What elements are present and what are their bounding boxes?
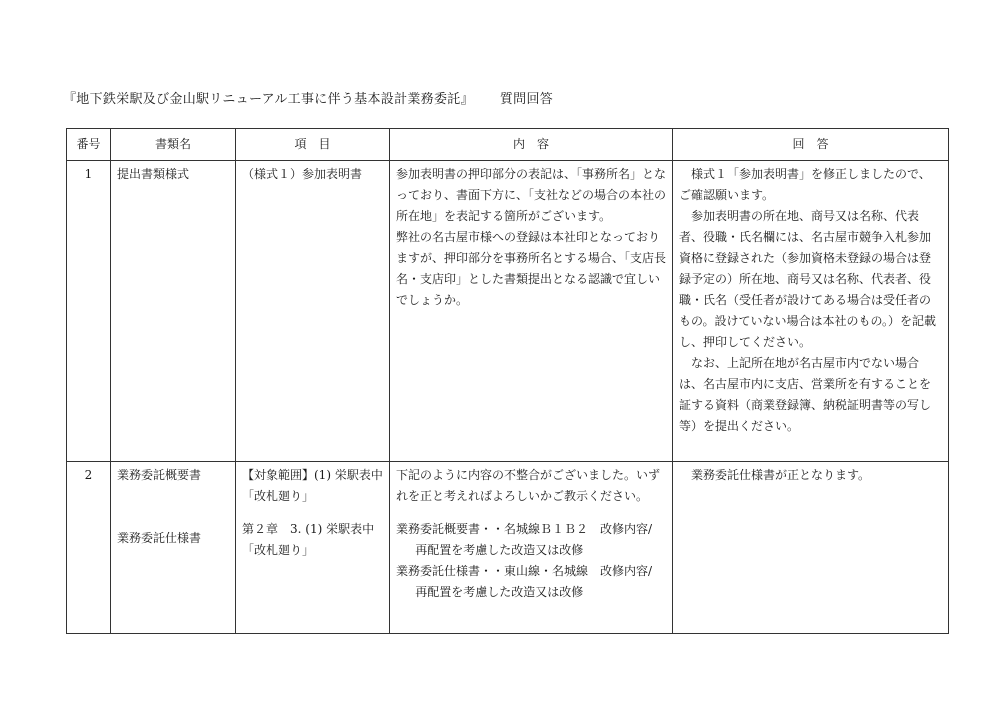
- document-title: [63, 88, 553, 107]
- row-doc: [111, 462, 236, 634]
- header-doc: 書類名: [111, 129, 236, 161]
- qa-table: [66, 128, 949, 634]
- title-suffix: 質問回答: [499, 92, 554, 107]
- header-answer: 回 答: [673, 129, 949, 161]
- answer-paragraph: 参加表明書の所在地、商号又は名称、代表者、役職・氏名欄には、名古屋市競争入札参加資格に登録された（参加資格未登録の場合は登録予定の）所在地、商号又は名称、代表者、役職・氏名（受任者が設けてある場合は受任者のもの。設けていない場合は本社のもの。）を記載し、押印してください。: [679, 209, 937, 349]
- table-row: [67, 161, 949, 462]
- answer-paragraph: 業務委託仕様書が正となります。: [691, 468, 871, 482]
- answer-paragraph: 様式１「参加表明書」を修正しましたので、ご確認願います。: [679, 167, 931, 202]
- header-content: 内 容: [390, 129, 673, 161]
- content-line: 再配置を考慮した改造又は改修: [415, 543, 584, 557]
- content-line: 業務委託概要書・・名城線Ｂ１Ｂ２ 改修内容/: [396, 522, 653, 536]
- item-text: 【対象範囲】(1) 栄駅表中「改札廻り」: [242, 468, 383, 503]
- row-item: [236, 462, 390, 634]
- header-item: 項 目: [236, 129, 390, 161]
- doc-name: 業務委託概要書: [117, 468, 202, 482]
- header-no: 番号: [67, 129, 111, 161]
- row-answer: [673, 462, 949, 634]
- row-content: [390, 161, 673, 462]
- content-paragraph: 下記のように内容の不整合がございました。いずれを正と考えればよろしいかご教示ください。: [396, 468, 661, 503]
- content-line: 再配置を考慮した改造又は改修: [415, 585, 584, 599]
- row-no: 1: [67, 161, 111, 462]
- table-row: [67, 462, 949, 634]
- title-main: 『地下鉄栄駅及び金山駅リニューアル工事に伴う基本設計業務委託』: [63, 92, 474, 107]
- row-no: 2: [67, 462, 111, 634]
- row-item: （様式１）参加表明書: [236, 161, 390, 462]
- item-text: 第２章 3. (1) 栄駅表中「改札廻り」: [242, 522, 375, 557]
- doc-name: 業務委託仕様書: [117, 531, 202, 545]
- row-answer: [673, 161, 949, 462]
- row-doc: 提出書類様式: [111, 161, 236, 462]
- answer-paragraph: なお、上記所在地が名古屋市内でない場合は、名古屋市内に支店、営業所を有することを証する資料（商業登録簿、納税証明書等の写し等）を提出ください。: [679, 356, 932, 433]
- content-paragraph: 参加表明書の押印部分の表記は、「事務所名」となっており、書面下方に、「支社などの場合の本社の所在地」を表記する箇所がございます。: [396, 167, 667, 223]
- content-line: 業務委託仕様書・・東山線・名城線 改修内容/: [396, 564, 653, 578]
- content-paragraph: 弊社の名古屋市様への登録は本社印となっておりますが、押印部分を事務所名とする場合、「支店長名・支店印」とした書類提出となる認識で宜しいでしょうか。: [396, 230, 667, 307]
- row-content: [390, 462, 673, 634]
- table-header-row: [67, 129, 949, 161]
